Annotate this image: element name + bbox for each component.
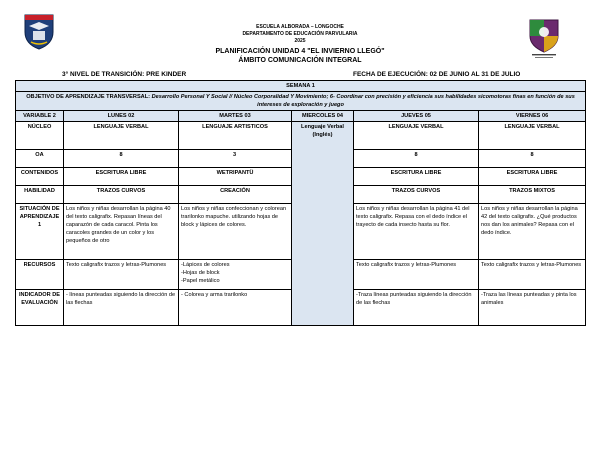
jueves-habilidad: TRAZOS CURVOS (354, 186, 479, 204)
variable-header: VARIABLE 2 (16, 111, 64, 122)
day-header-lunes: LUNES 02 (64, 111, 179, 122)
viernes-contenidos: ESCRITURA LIBRE (479, 168, 586, 186)
row-label-oa: OA (16, 150, 64, 168)
day-header-martes: MARTES 03 (179, 111, 292, 122)
jueves-contenidos: ESCRITURA LIBRE (354, 168, 479, 186)
objective-text: Desarrollo Personal Y Social // Núcleo Corporalidad Y Movimiento; 6- Coordinar con precisión y eficiencia sus habilidades sicomotoras finas en función de sus intereses de exploración y juego (151, 94, 575, 108)
school-name: ESCUELA ALBORADA – LONGOCHE (256, 24, 344, 30)
martes-situacion: Los niños y niñas confeccionan y colorean trarilonko mapuche. utilizando hojas de block y lápices de colores. (179, 204, 292, 260)
jueves-recursos: Texto caligrafix trazos y letras-Plumones (354, 260, 479, 290)
miercoles-note: Lenguaje Verbal (Inglés) (292, 122, 354, 326)
viernes-situacion: Los niños y niñas desarrollan la página 42 del texto caligrafix. ¿Qué productos nos dan los animales? Repasa con el dedo índice. (479, 204, 586, 260)
day-header-viernes: VIERNES 06 (479, 111, 586, 122)
lunes-situacion: Los niños y niñas desarrollan la página 40 del texto caligrafix. Repasan líneas del caparazón de cada caracol. Pinta los caracoles grandes de un color y los pequeños de otro (64, 204, 179, 260)
jueves-indicador: -Traza líneas punteadas siguiendo la dirección de las flechas (354, 290, 479, 326)
viernes-indicador: -Traza las líneas punteadas y pinta los animales (479, 290, 586, 326)
document-header (140, 24, 460, 65)
martes-oa: 3 (179, 150, 292, 168)
week-header: SEMANA 1 (16, 81, 586, 92)
day-header-miercoles: MIERCOLES 04 (292, 111, 354, 122)
year: 2025 (294, 38, 306, 44)
day-header-jueves: JUEVES 05 (354, 111, 479, 122)
lunes-recursos: Texto caligrafix trazos y letras-Plumones (64, 260, 179, 290)
viernes-habilidad: TRAZOS MIXTOS (479, 186, 586, 204)
jueves-nucleo: LENGUAJE VERBAL (354, 122, 479, 150)
viernes-recursos: Texto caligrafix trazos y letras-Plumones (479, 260, 586, 290)
row-label-contenidos: CONTENIDOS (16, 168, 64, 186)
martes-recursos (179, 260, 292, 290)
school-shield-logo (22, 12, 56, 50)
martes-recurso-item: -Hojas de block (181, 270, 220, 276)
lunes-oa: 8 (64, 150, 179, 168)
execution-dates: FECHA DE EJECUCIÓN: 02 DE JUNIO AL 31 DE JULIO (353, 71, 521, 78)
planning-table (15, 80, 586, 326)
row-label-nucleo: NÚCLEO (16, 122, 64, 150)
ambito-title: ÁMBITO COMUNICACIÓN INTEGRAL (238, 57, 362, 64)
objective-cell (16, 92, 586, 111)
row-label-habilidad: HABILIDAD (16, 186, 64, 204)
level-label: 3° NIVEL DE TRANSICIÓN: PRE KINDER (62, 71, 187, 78)
row-label-situacion: SITUACIÓN DE APRENDIZAJE 1 (16, 204, 64, 260)
lunes-habilidad: TRAZOS CURVOS (64, 186, 179, 204)
martes-indicador: - Colorea y arma trarilonko (179, 290, 292, 326)
jueves-oa: 8 (354, 150, 479, 168)
lunes-contenidos: ESCRITURA LIBRE (64, 168, 179, 186)
page-title: PLANIFICACIÓN UNIDAD 4 "EL INVIERNO LLEGÓ" (215, 48, 385, 55)
viernes-oa: 8 (479, 150, 586, 168)
lunes-nucleo: LENGUAJE VERBAL (64, 122, 179, 150)
jueves-situacion: Los niños y niñas desarrollan la página 41 del texto caligrafix. Repasa con el dedo índice el trayecto de cada insecto hasta su flor. (354, 204, 479, 260)
row-label-indicador: INDICADOR DE EVALUACIÓN (16, 290, 64, 326)
martes-habilidad: CREACIÓN (179, 186, 292, 204)
department-name: DEPARTAMENTO DE EDUCACIÓN PARVULARIA (242, 31, 358, 37)
viernes-nucleo: LENGUAJE VERBAL (479, 122, 586, 150)
martes-nucleo: LENGUAJE ARTISTICOS (179, 122, 292, 150)
education-emblem-logo (522, 14, 566, 60)
lunes-indicador: - líneas punteadas siguiendo la dirección de las flechas (64, 290, 179, 326)
martes-recurso-item: -Papel metálico (181, 278, 220, 284)
objective-label: OBJETIVO DE APRENDIZAJE TRANSVERSAL: (26, 94, 150, 100)
martes-contenidos: WETRIPANTÜ (179, 168, 292, 186)
row-label-recursos: RECURSOS (16, 260, 64, 290)
martes-recurso-item: -Lápices de colores (181, 262, 230, 268)
